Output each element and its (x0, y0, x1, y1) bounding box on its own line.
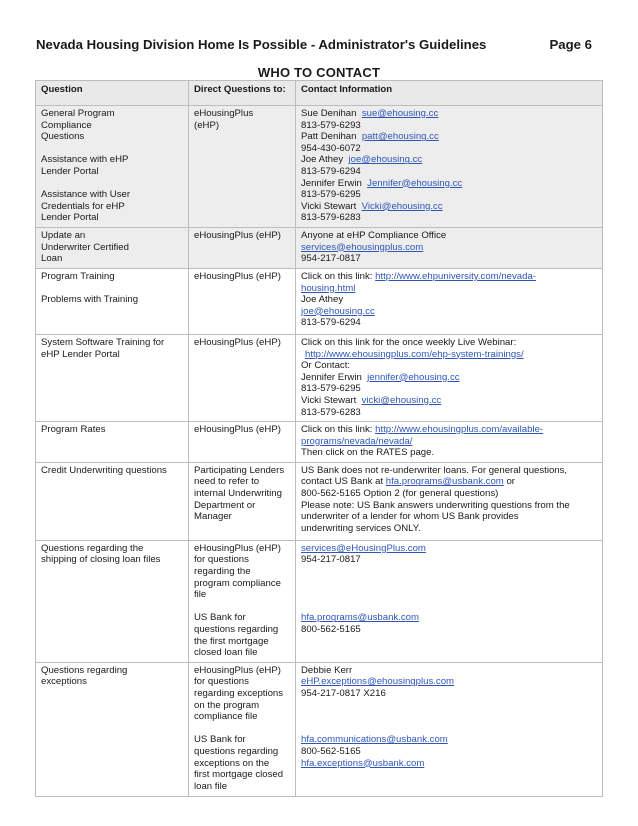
direct-line: need to refer to (194, 476, 260, 488)
question-line: System Software Training for (41, 336, 165, 348)
column-header-contact-information: Contact Information (296, 81, 603, 106)
question-line: Program Training (41, 270, 115, 282)
email-link[interactable]: vicki@ehousing.cc (361, 394, 442, 406)
contact-line (301, 271, 598, 283)
question-line: Questions (41, 131, 85, 143)
question-line: Lender Portal (41, 165, 99, 177)
rates-link[interactable]: http://www.ehousingplus.com/available- (375, 424, 544, 436)
direct-line: US Bank for (194, 612, 246, 624)
direct-cell (189, 227, 296, 268)
contact-name: Joe Athey (301, 294, 344, 306)
table-row (36, 662, 603, 796)
contact-name: Debbie Kerr (301, 664, 353, 676)
question-cell (36, 462, 189, 540)
contact-text: or (506, 476, 515, 488)
question-line: Loan (41, 253, 63, 265)
direct-line: for questions (194, 676, 249, 688)
contact-text: contact US Bank at (301, 476, 384, 488)
question-cell (36, 106, 189, 228)
contact-phone: 954-217-0817 (301, 253, 361, 265)
direct-line: US Bank for (194, 734, 246, 746)
question-line: shipping of closing loan files (41, 554, 161, 566)
direct-line: the first mortgage (194, 635, 269, 647)
direct-line: eHousingPlus (eHP) (194, 664, 281, 676)
contact-text: Anyone at eHP Compliance Office (301, 229, 447, 241)
page-header (36, 37, 602, 52)
contact-text: Please note: US Bank answers underwriting questions from the (301, 499, 570, 511)
table-row (36, 540, 603, 662)
contact-line (301, 154, 598, 166)
direct-line: eHousingPlus (eHP) (194, 336, 281, 348)
link-intro: Click on this link: (301, 270, 373, 282)
training-link-continued[interactable]: housing.html (301, 282, 356, 294)
contact-cell (296, 540, 603, 662)
contact-text: underwriting services ONLY. (301, 522, 421, 534)
table-row (36, 334, 603, 421)
direct-cell (189, 268, 296, 334)
contact-phone: 954-217-0817 X216 (301, 688, 386, 699)
contact-name: Vicki Stewart (301, 394, 357, 406)
document-title: Nevada Housing Division Home Is Possible - Administrator's Guidelines (36, 37, 487, 52)
question-line: Problems with Training (41, 294, 139, 306)
contact-line (301, 349, 598, 361)
direct-line: compliance file (194, 711, 258, 723)
page-number: Page 6 (549, 37, 592, 52)
email-link[interactable]: Vicki@ehousing.cc (361, 200, 443, 212)
contact-phone: 813-579-6295 (301, 383, 361, 395)
contact-line (301, 372, 598, 384)
contact-line (301, 395, 598, 407)
webinar-link[interactable]: http://www.ehousingplus.com/ehp-system-trainings/ (305, 348, 524, 360)
contact-name: Sue Denihan (301, 108, 357, 119)
question-line: Compliance (41, 119, 92, 131)
email-link[interactable]: hfa.programs@usbank.com (385, 476, 504, 488)
direct-line: internal Underwriting (194, 488, 282, 500)
direct-line: Department or (194, 499, 256, 511)
question-line: Lender Portal (41, 212, 99, 224)
email-link[interactable]: sue@ehousing.cc (361, 108, 439, 119)
direct-line: program compliance (194, 577, 281, 589)
table-header-row (36, 81, 603, 106)
question-line: Credit Underwriting questions (41, 464, 167, 476)
direct-line: for questions (194, 554, 249, 566)
direct-line: eHousingPlus (eHP) (194, 229, 281, 241)
direct-cell (189, 106, 296, 228)
contact-cell (296, 334, 603, 421)
contact-cell (296, 106, 603, 228)
column-header-direct-questions: Direct Questions to: (189, 81, 296, 106)
email-link[interactable]: joe@ehousing.cc (348, 154, 423, 166)
direct-line: on the program (194, 699, 260, 711)
direct-line: Participating Lenders (194, 464, 285, 476)
email-link[interactable]: hfa.exceptions@usbank.com (301, 757, 425, 769)
question-cell (36, 334, 189, 421)
direct-line: loan file (194, 780, 228, 792)
contact-phone: 954-217-0817 (301, 554, 361, 566)
contact-name: Jennifer Erwin (301, 371, 362, 383)
table-row (36, 422, 603, 463)
question-line: Underwriter Certified (41, 241, 129, 253)
email-link[interactable]: patt@ehousing.cc (361, 131, 439, 143)
contact-phone: 813-579-6294 (301, 165, 361, 177)
direct-line: regarding the (194, 566, 251, 578)
direct-line: Manager (194, 511, 232, 523)
contact-cell (296, 462, 603, 540)
question-line: exceptions (41, 676, 87, 688)
question-line: Assistance with User (41, 189, 131, 201)
question-cell (36, 227, 189, 268)
question-line: Credentials for eHP (41, 200, 125, 212)
direct-line: eHousingPlus (eHP) (194, 270, 281, 282)
question-line: eHP Lender Portal (41, 348, 120, 360)
contact-text: underwriter of a lender for whom US Bank provides (301, 511, 519, 523)
or-contact-label: Or Contact: (301, 360, 351, 372)
question-line: General Program (41, 108, 115, 119)
rates-link-continued[interactable]: programs/nevada/nevada/ (301, 435, 413, 447)
direct-line: closed loan file (194, 647, 258, 659)
email-link[interactable]: eHP.exceptions@ehousingplus.com (301, 676, 455, 688)
question-line: Assistance with eHP (41, 154, 129, 166)
contact-cell (296, 662, 603, 796)
who-to-contact-table (35, 80, 603, 797)
email-link[interactable]: Jennifer@ehousing.cc (367, 177, 463, 189)
direct-line: exceptions on the (194, 757, 270, 769)
contact-phone: 800-562-5165 Option 2 (for general questions) (301, 488, 499, 500)
column-header-question: Question (36, 81, 189, 106)
contact-name: Joe Athey (301, 154, 344, 166)
direct-cell (189, 422, 296, 463)
email-link[interactable]: services@eHousingPlus.com (301, 542, 426, 554)
contact-cell (296, 268, 603, 334)
section-title: WHO TO CONTACT (257, 65, 381, 80)
table-row (36, 106, 603, 228)
link-intro: Click on this link: (301, 424, 373, 436)
direct-line: file (194, 589, 207, 601)
contact-line (301, 178, 598, 190)
rates-instruction: Then click on the RATES page. (301, 447, 435, 459)
email-link[interactable]: jennifer@ehousing.cc (367, 371, 460, 383)
table-row (36, 462, 603, 540)
contact-line (301, 108, 598, 120)
contact-phone: 800-562-5165 (301, 745, 361, 757)
direct-line: regarding exceptions (194, 688, 284, 699)
email-link[interactable]: hfa.communications@usbank.com (301, 734, 448, 746)
direct-line: (eHP) (194, 119, 220, 131)
question-line: Update an (41, 229, 86, 241)
contact-name: Jennifer Erwin (301, 177, 362, 189)
contact-name: Patt Denihan (301, 131, 357, 143)
direct-line: first mortgage closed (194, 769, 284, 781)
email-link[interactable]: hfa.programs@usbank.com (301, 612, 419, 624)
contact-cell (296, 422, 603, 463)
contact-phone: 813-579-6283 (301, 212, 361, 224)
direct-line: questions regarding (194, 624, 279, 636)
contact-line (301, 131, 598, 143)
contact-line (301, 424, 598, 436)
email-link[interactable]: joe@ehousing.cc (301, 305, 375, 317)
question-cell (36, 662, 189, 796)
contact-text: US Bank does not re-underwriter loans. For general questions, (301, 464, 568, 476)
email-link[interactable]: services@ehousingplus.com (301, 241, 424, 253)
contact-cell (296, 227, 603, 268)
contact-phone: 813-579-6295 (301, 189, 361, 201)
table-row (36, 268, 603, 334)
direct-cell (189, 662, 296, 796)
training-link[interactable]: http://www.ehpuniversity.com/nevada- (375, 270, 536, 282)
contact-line (301, 476, 598, 488)
direct-cell (189, 462, 296, 540)
contact-phone: 813-579-6283 (301, 406, 361, 418)
direct-line: eHousingPlus (194, 108, 254, 119)
contact-name: Vicki Stewart (301, 200, 357, 212)
direct-line: questions regarding (194, 745, 279, 757)
direct-cell (189, 334, 296, 421)
question-line: Questions regarding the (41, 542, 144, 554)
question-cell (36, 540, 189, 662)
question-cell (36, 268, 189, 334)
contact-phone: 800-562-5165 (301, 624, 361, 636)
link-intro: Click on this link for the once weekly Live Webinar: (301, 336, 517, 348)
direct-cell (189, 540, 296, 662)
contact-phone: 813-579-6294 (301, 317, 361, 329)
contact-phone: 954-430-6072 (301, 142, 361, 154)
question-cell (36, 422, 189, 463)
direct-line: eHousingPlus (eHP) (194, 424, 281, 436)
question-line: Program Rates (41, 424, 106, 436)
contact-line (301, 201, 598, 213)
table-row (36, 227, 603, 268)
direct-line: eHousingPlus (eHP) (194, 542, 281, 554)
question-line: Questions regarding (41, 664, 128, 676)
contact-phone: 813-579-6293 (301, 119, 361, 131)
